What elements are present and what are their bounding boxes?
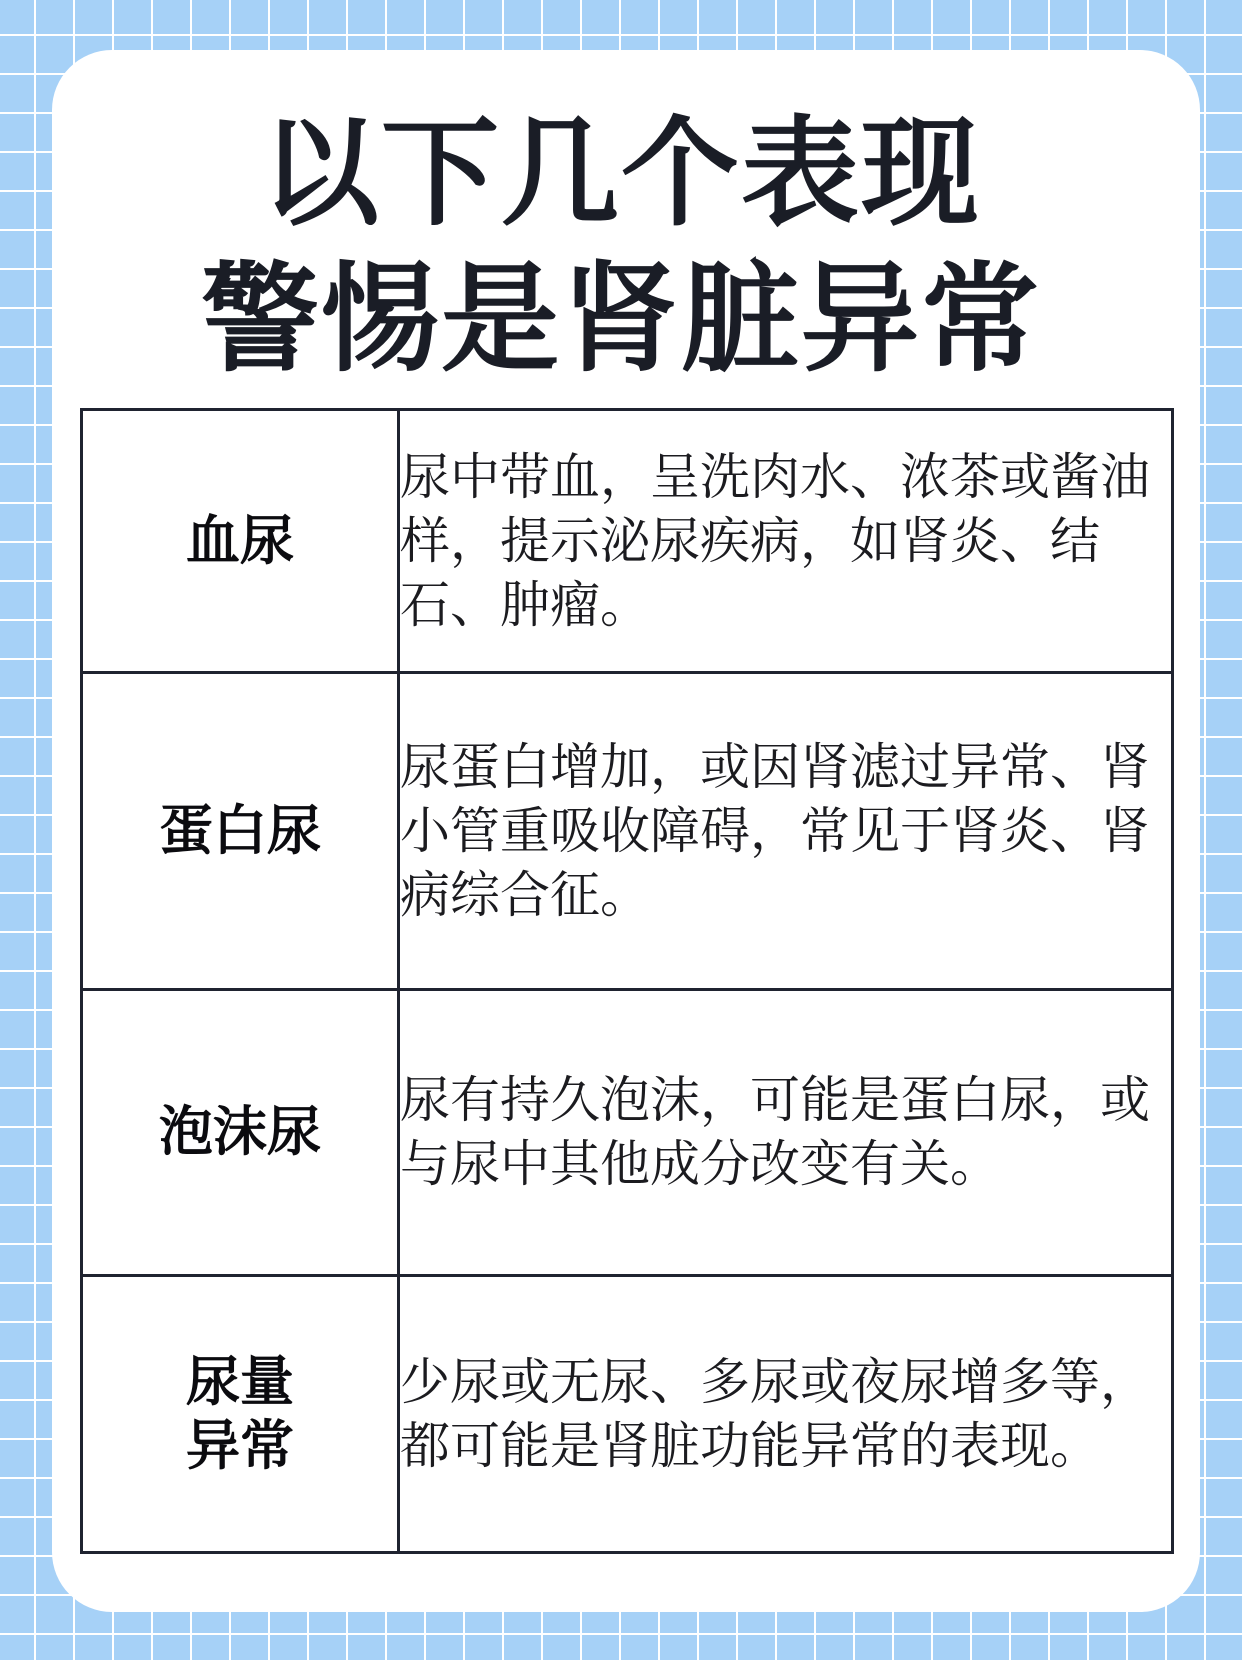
title-line-2: 警惕是肾脏异常 [200, 250, 1041, 388]
title-line-1: 以下几个表现 [260, 104, 981, 242]
row-label-cell [82, 989, 399, 1276]
row-description-cell [399, 672, 1173, 989]
table-row [82, 410, 1173, 673]
row-description: 少尿或无尿、多尿或夜尿增多等，都可能是肾脏功能异常的表现。 [400, 1353, 1150, 1476]
row-label-cell [82, 672, 399, 989]
row-label-cell [82, 1276, 399, 1553]
row-description-cell [399, 1276, 1173, 1553]
row-description: 尿有持久泡沫，可能是蛋白尿，或与尿中其他成分改变有关。 [400, 1071, 1150, 1194]
table-row [82, 989, 1173, 1276]
row-label-line: 尿量 [186, 1350, 294, 1414]
row-label-cell [82, 410, 399, 673]
row-description: 尿蛋白增加，或因肾滤过异常、肾小管重吸收障碍，常见于肾炎、肾病综合征。 [400, 737, 1150, 924]
table-row [82, 672, 1173, 989]
row-label-line: 异常 [186, 1414, 294, 1478]
row-label: 泡沫尿 [159, 1100, 321, 1164]
table-row [82, 1276, 1173, 1553]
row-description-cell [399, 410, 1173, 673]
row-label: 蛋白尿 [159, 798, 321, 862]
row-label: 血尿 [186, 508, 294, 572]
row-description-cell [399, 989, 1173, 1276]
row-description: 尿中带血，呈洗肉水、浓茶或酱油样，提示泌尿疾病，如肾炎、结石、肿瘤。 [400, 447, 1150, 634]
symptom-table [80, 408, 1174, 1554]
page-title [0, 100, 1242, 392]
